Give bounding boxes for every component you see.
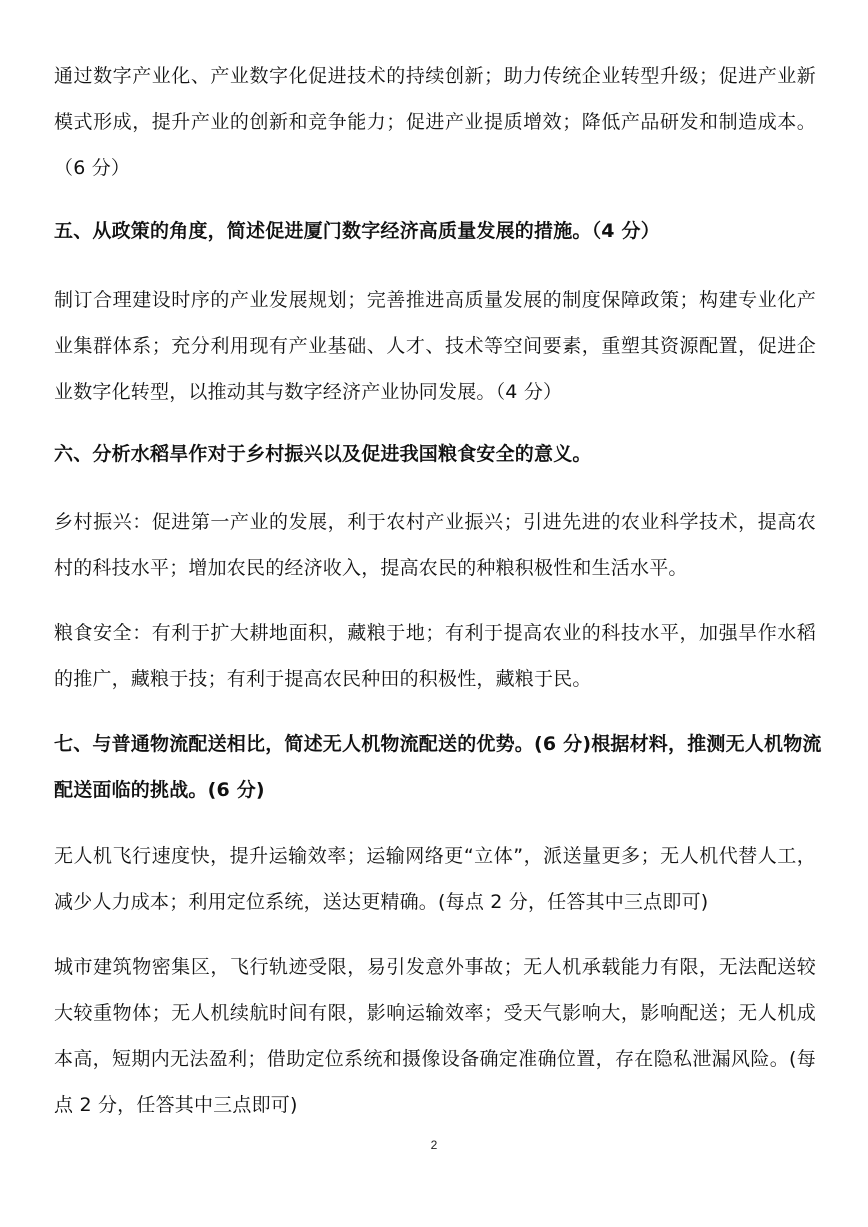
question-5-heading: 五、从政策的角度，简述促进厦门数字经济高质量发展的措施。（4 分） bbox=[54, 220, 660, 242]
answer-q6-food-paragraph: 粮食安全：有利于扩大耕地面积，藏粮于地；有利于提高农业的科技水平，加强旱作水稻的推广，藏粮于技；有利于提高农民种田的积极性，藏粮于民。 bbox=[54, 622, 816, 690]
answer-q4-paragraph: 通过数字产业化、产业数字化促进技术的持续创新；助力传统企业转型升级；促进产业新模式形成，提升产业的创新和竞争能力；促进产业提质增效；降低产品研发和制造成本。（6 分） bbox=[54, 65, 816, 179]
question-7-heading: 七、与普通物流配送相比，简述无人机物流配送的优势。(6 分)根据材料，推测无人机物流配送面临的挑战。(6 分) bbox=[54, 733, 822, 801]
answer-q7-advantages-paragraph: 无人机飞行速度快，提升运输效率；运输网络更“立体”，派送量更多；无人机代替人工，减少人力成本；利用定位系统，送达更精确。(每点 2 分，任答其中三点即可) bbox=[54, 845, 816, 913]
answer-q7-challenges-paragraph: 城市建筑物密集区，飞行轨迹受限，易引发意外事故；无人机承载能力有限，无法配送较大较重物体；无人机续航时间有限，影响运输效率；受天气影响大，影响配送；无人机成本高，短期内无法盈利；借助定位系统和摄像设备确定准确位置，存在隐私泄漏风险。(每点 2 分，任答其中三点即可) bbox=[54, 956, 816, 1116]
answer-q5-paragraph: 制订合理建设时序的产业发展规划；完善推进高质量发展的制度保障政策；构建专业化产业集群体系；充分利用现有产业基础、人才、技术等空间要素，重塑其资源配置，促进企业数字化转型，以推动其与数字经济产业协同发展。（4 分） bbox=[54, 289, 816, 403]
page-number: 2 bbox=[430, 1138, 438, 1152]
answer-q6-rural-paragraph: 乡村振兴：促进第一产业的发展，利于农村产业振兴；引进先进的农业科学技术，提高农村的科技水平；增加农民的经济收入，提高农民的种粮积极性和生活水平。 bbox=[54, 511, 816, 579]
question-6-heading: 六、分析水稻旱作对于乡村振兴以及促进我国粮食安全的意义。 bbox=[54, 443, 592, 465]
